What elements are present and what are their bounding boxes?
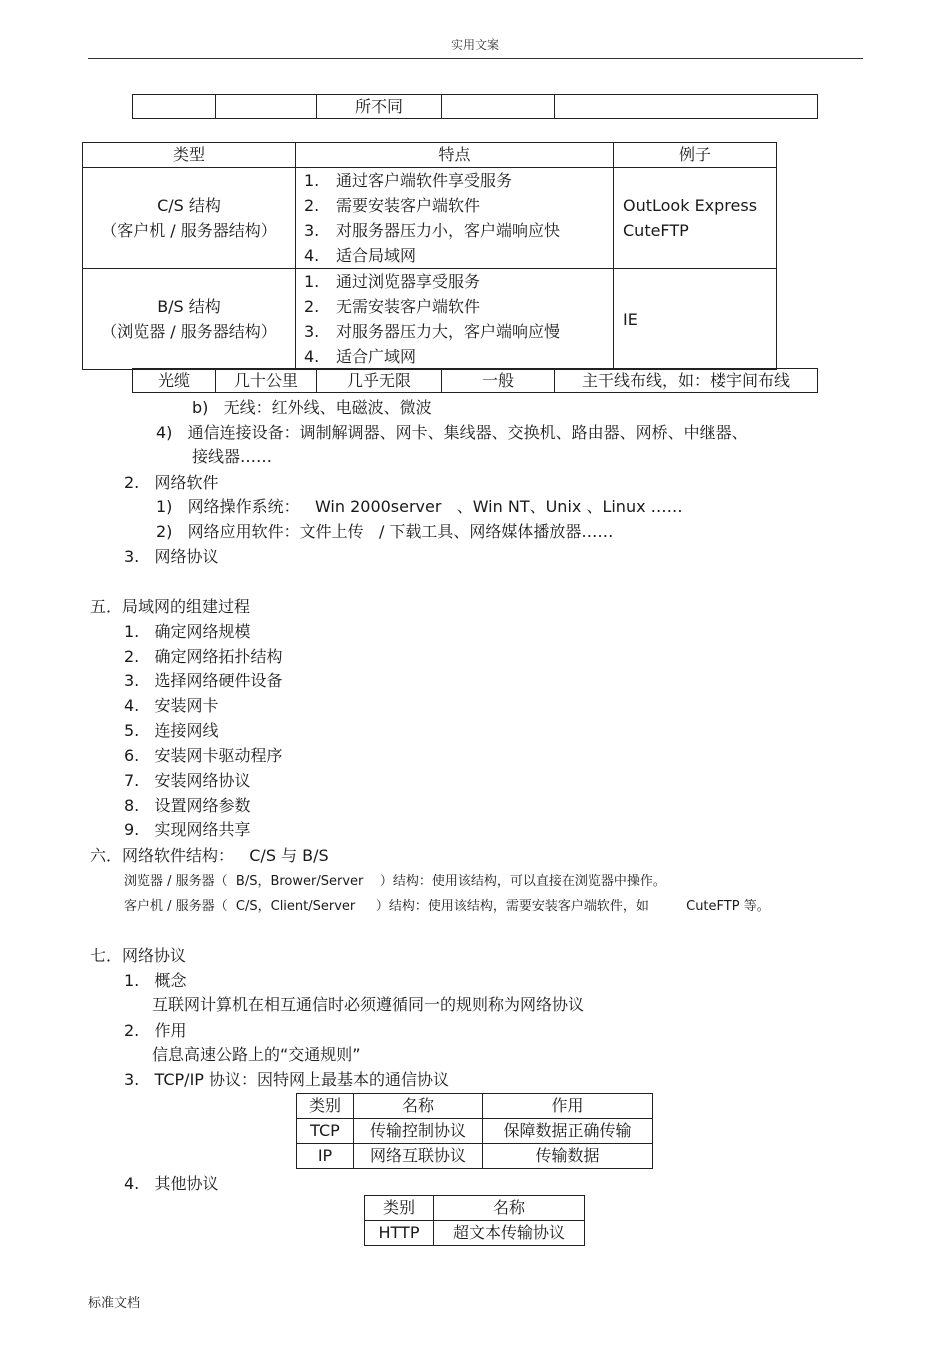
list-item: 7. 安装网络协议 — [124, 771, 251, 790]
list-item: 5. 连接网线 — [124, 721, 219, 740]
section-5-title: 五．局域网的组建过程 — [90, 597, 251, 616]
table-cell: 网络互联协议 — [354, 1144, 483, 1169]
table-header-row — [297, 1094, 653, 1119]
table-row — [133, 369, 818, 393]
tcpip-title: 3. TCP/IP 协议：因特网上最基本的通信协议 — [124, 1070, 450, 1089]
table-cell: 传输控制协议 — [354, 1119, 483, 1144]
item-number: 4. — [304, 347, 320, 366]
list-item — [304, 344, 613, 369]
table-cell: 光缆 — [133, 369, 216, 393]
header-divider — [88, 58, 863, 59]
list-item — [304, 319, 613, 344]
cs-note: 客户机 / 服务器（ C/S，Client/Server ）结构：使用该结构，需要安装客户端软件，如 CuteFTP 等。 — [124, 899, 770, 914]
table-cell — [216, 95, 317, 119]
devices-item: 4) 通信连接设备：调制解调器、网卡、集线器、交换机、路由器、网桥、中继器、 — [156, 423, 748, 442]
table-cell: 几十公里 — [216, 369, 317, 393]
table-row — [83, 269, 777, 370]
type-name: B/S 结构 — [157, 297, 221, 316]
column-header: 类别 — [365, 1196, 434, 1221]
list-item: 1. 确定网络规模 — [124, 622, 251, 641]
table-cell: 保障数据正确传输 — [483, 1119, 653, 1144]
list-item: 9. 实现网络共享 — [124, 820, 251, 839]
wireless-item: b) 无线：红外线、电磁波、微波 — [192, 398, 432, 417]
examples-cell — [614, 269, 777, 370]
table-header-row — [365, 1196, 585, 1221]
list-item: 2. 确定网络拓扑结构 — [124, 647, 283, 666]
other-protocols-title: 4. 其他协议 — [124, 1174, 219, 1193]
item-number: 2. — [304, 196, 320, 215]
column-header: 特点 — [296, 143, 614, 168]
bs-note: 浏览器 / 服务器（ B/S，Brower/Server ）结构：使用该结构，可以直接在浏览器中操作。 — [124, 874, 666, 889]
table-row — [365, 1221, 585, 1246]
table-cell: 超文本传输协议 — [434, 1221, 585, 1246]
apps-item: 2) 网络应用软件：文件上传 / 下载工具、网络媒体播放器…… — [156, 522, 614, 541]
item-number: 2. — [304, 297, 320, 316]
examples-cell — [614, 168, 777, 269]
list-item — [304, 243, 613, 268]
table-cell: 传输数据 — [483, 1144, 653, 1169]
section-6-title: 六．网络软件结构： C/S 与 B/S — [90, 846, 329, 865]
column-header: 类别 — [297, 1094, 354, 1119]
devices-item-continued: 接线器…… — [192, 447, 273, 466]
column-header: 作用 — [483, 1094, 653, 1119]
list-item: 3. 选择网络硬件设备 — [124, 671, 283, 690]
list-item — [304, 269, 613, 294]
table-cell: 一般 — [442, 369, 555, 393]
item-number: 3. — [304, 322, 320, 341]
list-item: 6. 安装网卡驱动程序 — [124, 746, 283, 765]
tcpip-table — [296, 1093, 653, 1169]
table-cell — [133, 95, 216, 119]
item-text: 通过浏览器享受服务 — [336, 272, 481, 291]
item-number: 1. — [304, 272, 320, 291]
list-item: 4. 安装网卡 — [124, 696, 219, 715]
item-text: 适合局域网 — [336, 246, 417, 265]
type-subtitle: （客户机 / 服务器结构） — [101, 221, 277, 240]
item-number: 1. — [304, 171, 320, 190]
table-cell: IP — [297, 1144, 354, 1169]
structure-comparison-table — [82, 142, 777, 370]
table-cell: 几乎无限 — [317, 369, 442, 393]
features-cell — [296, 269, 614, 370]
role-text: 信息高速公路上的“交通规则” — [152, 1045, 361, 1064]
table-cell: 所不同 — [317, 95, 442, 119]
example-item: IE — [623, 309, 638, 329]
item-text: 通过客户端软件享受服务 — [336, 171, 513, 190]
type-subtitle: （浏览器 / 服务器结构） — [101, 322, 277, 341]
page-header-title: 实用文案 — [450, 38, 499, 52]
list-item — [304, 193, 613, 218]
item-number: 4. — [304, 246, 320, 265]
item-text: 适合广域网 — [336, 347, 417, 366]
features-cell — [296, 168, 614, 269]
example-item: CuteFTP — [623, 221, 689, 240]
table-cell: 主干线布线，如：楼宇间布线 — [555, 369, 818, 393]
table-cell: HTTP — [365, 1221, 434, 1246]
list-item — [304, 294, 613, 319]
item-text: 对服务器压力大，客户端响应慢 — [336, 322, 561, 341]
type-cell — [83, 269, 296, 370]
section-7-title: 七．网络协议 — [90, 946, 187, 965]
table-cell — [555, 95, 818, 119]
type-name: C/S 结构 — [157, 196, 221, 215]
item-text: 对服务器压力小，客户端响应快 — [336, 221, 561, 240]
table-header-row — [83, 143, 777, 168]
item-text: 需要安装客户端软件 — [336, 196, 481, 215]
role-title: 2. 作用 — [124, 1021, 187, 1040]
table-row — [83, 168, 777, 269]
table-cell: TCP — [297, 1119, 354, 1144]
list-item — [304, 218, 613, 243]
list-item: 8. 设置网络参数 — [124, 796, 251, 815]
column-header: 名称 — [354, 1094, 483, 1119]
concept-text: 互联网计算机在相互通信时必须遵循同一的规则称为网络协议 — [152, 995, 585, 1014]
concept-title: 1. 概念 — [124, 971, 187, 990]
item-text: 无需安装客户端软件 — [336, 297, 481, 316]
column-header: 例子 — [614, 143, 777, 168]
table-cell — [442, 95, 555, 119]
example-item: OutLook Express — [623, 196, 758, 215]
table-row — [297, 1119, 653, 1144]
column-header: 名称 — [434, 1196, 585, 1221]
protocol-item: 3. 网络协议 — [124, 547, 219, 566]
table-row — [297, 1144, 653, 1169]
page-footer-text: 标准文档 — [88, 1296, 141, 1311]
os-item: 1) 网络操作系统： Win 2000server 、Win NT、Unix 、Linux …… — [156, 497, 683, 516]
other-protocols-table — [364, 1195, 585, 1246]
column-header: 类型 — [83, 143, 296, 168]
type-cell — [83, 168, 296, 269]
item-number: 3. — [304, 221, 320, 240]
media-table-fragment-top — [132, 94, 818, 119]
list-item — [304, 168, 613, 193]
media-table-fragment-fiber — [132, 368, 818, 393]
software-title: 2. 网络软件 — [124, 473, 219, 492]
